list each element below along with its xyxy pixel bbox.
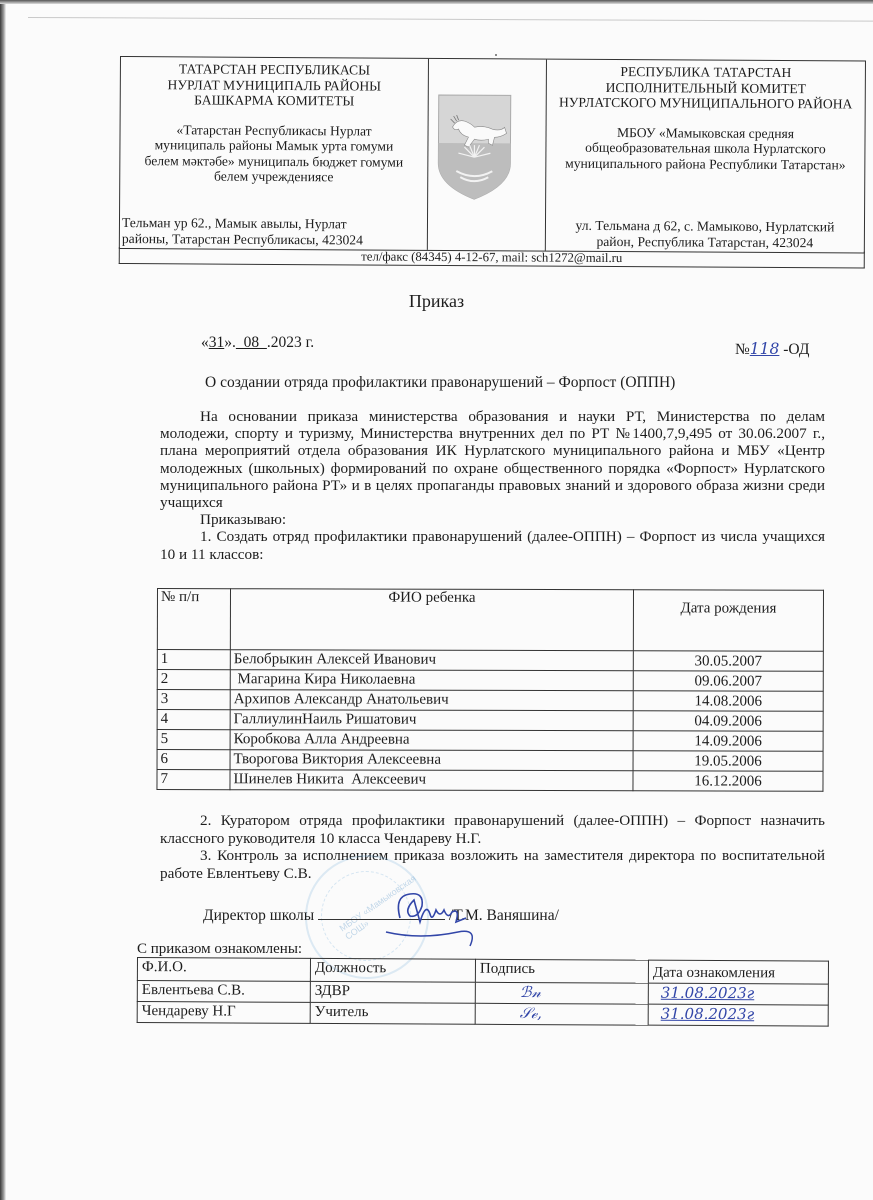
ack-signature: 𝒮ℯ,: [519, 1004, 543, 1023]
table-row: [157, 730, 823, 752]
date-day: 31: [208, 334, 225, 351]
student-dob: 14.09.2006: [633, 731, 823, 751]
order-number-handwritten: 118: [749, 340, 780, 358]
col-name: ФИО ребенка: [230, 589, 633, 651]
letterhead-russian-address: ул. Тельмана д 62, с. Мамыково, Нурлатский район, Республика Татарстан, 423024: [575, 217, 835, 250]
students-table: [156, 588, 824, 792]
student-name: Архипов Александр Анатольевич: [230, 690, 633, 711]
director-role: Директор школы: [203, 907, 315, 924]
ack-name: Евлентьева С.В.: [141, 982, 245, 999]
col-ack-date: Дата ознакомления: [648, 960, 828, 984]
student-name: Магарина Кира Николаевна: [230, 670, 633, 691]
col-dob: Дата рождения: [633, 590, 823, 651]
letterhead-tatar-address: Тельман ур 62., Мамык авылы, Нурлат районы, Татарстан Республикасы, 423024: [121, 215, 363, 247]
item-1: 1. Создать отряд профилактики правонарушений (далее-ОППН) – Форпост из числа учащихся 10 и 11 классов:: [160, 528, 825, 563]
student-dob: 16.12.2006: [633, 771, 823, 791]
director-signature-icon: [380, 888, 500, 948]
document-title: Приказ: [408, 291, 465, 311]
preamble: На основании приказа министерства образования и науки РТ, Министерства по делам молодежи, спорту и туризму, Министерства внутренних дел по РТ №1400,7,9,495 от 30.06.2007 г., плана мероприятий отдела образования ИК Нурлатского муниципального района и МБУ «Центр молодежных (школьных) формирований по охране общественного порядка «Форпост» Нурлатского муниципального района РТ» и в целях пропаганды правовых знаний и здорового образа жизни среди учащихся: [160, 408, 825, 512]
order-items: [160, 812, 825, 882]
row-number: 6: [157, 750, 230, 770]
student-dob: 09.06.2007: [633, 671, 823, 691]
student-name: Шинелев Никита Алексеевич: [230, 770, 633, 791]
director-name: /Т.М. Ваняшина/: [448, 907, 559, 924]
letterhead-box: [119, 56, 866, 254]
letterhead-tatar: [120, 57, 429, 250]
row-number: 7: [157, 770, 230, 790]
col-number: № п/п: [157, 589, 230, 650]
row-number: 1: [157, 650, 230, 670]
student-dob: 30.05.2007: [633, 651, 823, 671]
order-number: №118 -ОД: [735, 340, 810, 358]
table-row: [157, 710, 823, 732]
letterhead-russian-org: МБОУ «Мамыковская средняя общеобразовательная школа Нурлатского муниципального района Республики Татарстан»: [565, 124, 846, 172]
letterhead-russian-authority: РЕСПУБЛИКА ТАТАРСТАН ИСПОЛНИТЕЛЬНЫЙ КОМИТЕТ НУРЛАТСКОГО МУНИЦИПАЛЬНОГО РАЙОНА: [558, 64, 853, 112]
col-position: Должность: [310, 958, 475, 982]
order-subject: О создании отряда профилактики правонарушений – Форпост (ОППН): [205, 374, 676, 391]
table-row: [157, 750, 823, 772]
emblem-cell: [428, 59, 547, 251]
order-date: «31». 08 .2023 г.: [201, 334, 315, 351]
table-row: [157, 670, 823, 692]
row-number: 5: [157, 730, 230, 750]
ack-row: [137, 1002, 828, 1027]
ack-date: 31.08.2023г: [660, 983, 755, 1003]
table-header-row: [157, 589, 823, 652]
student-name: Коробкова Алла Андреевна: [230, 730, 633, 751]
student-dob: 14.08.2006: [633, 691, 823, 711]
letterhead-contact: тел/факс (84345) 4-12-67, mail: sch1272@mail.ru: [119, 247, 865, 269]
scan-edge: [0, 0, 6, 1200]
acknowledgement-title: С приказом ознакомлены:: [137, 941, 303, 957]
col-fio: Ф.И.О.: [137, 958, 310, 982]
student-name: ГаллиулинНаиль Ришатович: [230, 710, 633, 731]
acknowledgement-table: [137, 957, 829, 1027]
school-stamp: МБОУ «Мамыковская СОШ»: [305, 855, 429, 979]
table-row: [157, 770, 823, 792]
item-3: 3. Контроль за исполнением приказа возложить на заместителя директора по воспитательной работе Евлентьеву С.В.: [160, 847, 825, 882]
date-month: 08: [235, 334, 267, 351]
order-word: Приказываю:: [200, 511, 287, 529]
letterhead-tatar-authority: ТАТАРСТАН РЕСПУБЛИКАСЫ НУРЛАТ МУНИЦИПАЛЬ РАЙОНЫ БАШКАРМА КОМИТЕТЫ: [167, 61, 382, 109]
ack-name: Чендареву Н.Г: [141, 1003, 236, 1020]
row-number: 4: [157, 710, 230, 730]
table-row: [157, 690, 823, 712]
letterhead: [119, 56, 866, 271]
col-signature: Подпись: [475, 959, 648, 983]
coat-of-arms-icon: [434, 93, 515, 203]
item-2: 2. Куратором отряда профилактики правонарушений (далее-ОППН) – Форпост назначить классного руководителя 10 класса Чендареву Н.Г.: [160, 812, 825, 847]
student-name: Творогова Виктория Алексеевна: [230, 750, 633, 771]
ack-signature: ℬ𝓃: [519, 983, 541, 1002]
letterhead-russian: [546, 60, 865, 253]
ack-position: ЗДВР: [314, 982, 351, 1000]
student-name: Белобрыкин Алексей Иванович: [230, 650, 633, 671]
scan-artifact-dot: [495, 54, 497, 56]
table-row: [157, 650, 823, 672]
ack-position: Учитель: [314, 1003, 369, 1021]
letterhead-tatar-org: «Татарстан Республикасы Нурлат муниципаль районы Мамык урта гомуми белем мәктәбе» муниципаль бюджет гомуми белем учреждениясе: [144, 121, 404, 185]
row-number: 2: [157, 670, 230, 690]
student-dob: 04.09.2006: [633, 711, 823, 731]
ack-date: 31.08.2023г: [660, 1004, 755, 1024]
student-dob: 19.05.2006: [633, 751, 823, 771]
scan-edge-top: [0, 0, 873, 4]
order-body: [160, 408, 825, 563]
scan-artifact-line: [28, 17, 873, 22]
row-number: 3: [157, 690, 230, 710]
